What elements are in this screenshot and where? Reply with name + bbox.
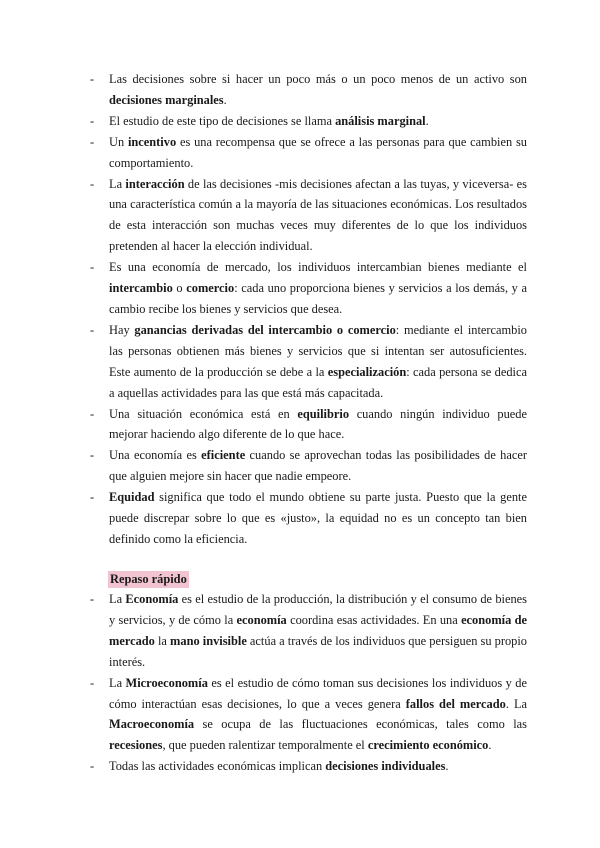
- bullet-dash: -: [90, 322, 95, 337]
- item-text: La: [109, 592, 126, 606]
- item-text: Una economía es: [109, 448, 202, 463]
- item-text: coordina esas actividades. En una: [286, 612, 462, 627]
- list-item: [90, 756, 527, 777]
- bullet-dash: -: [90, 490, 95, 505]
- list-item: [90, 69, 527, 111]
- item-text: .: [488, 738, 492, 753]
- bullet-dash: -: [90, 72, 95, 86]
- item-text: Las decisiones sobre si hacer un poco más o un poco menos de un activo son: [109, 72, 527, 86]
- item-text: es el estudio de la producción, la distribución y el consumo de bienes y servicios, y de cómo la: [109, 592, 527, 627]
- item-text: o: [172, 281, 187, 296]
- bold-term: incentivo: [127, 134, 177, 149]
- item-text: de las decisiones -mis decisiones afectan a las tuyas, y viceversa- es una característica común a la mayoría de las situaciones económicas. Los resultados de esta interacción son muchas veces muy diferentes de lo que los individuos pretenden al hacer la elección individual.: [109, 176, 527, 254]
- item-text: Es una economía de mercado, los individuos intercambian bienes mediante el: [109, 260, 527, 275]
- item-text: : cada persona se dedica a aquellas actividades para las que está más capacitada.: [109, 364, 527, 400]
- bold-term: eficiente: [201, 448, 246, 463]
- bold-term: comercio: [186, 281, 235, 296]
- bold-term: economía: [236, 612, 287, 627]
- item-text: actúa a través de los individuos que persiguen su propio interés.: [109, 633, 527, 669]
- list-item: [90, 589, 527, 673]
- item-text: Todas las actividades económicas implican: [109, 759, 326, 774]
- list-item: [90, 404, 527, 446]
- bold-term: crecimiento económico: [367, 738, 489, 753]
- item-text: cuando se aprovechan todas las posibilidades de hacer que alguien mejore sin hacer que nadie empeore.: [109, 448, 527, 484]
- list-item: [90, 487, 527, 550]
- list-item: [90, 257, 527, 320]
- concepts-list: [90, 69, 527, 550]
- bullet-dash: -: [90, 406, 95, 421]
- item-text: significa que todo el mundo obtiene su parte justa. Puesto que la gente puede discrepar sobre lo que es «justo», la equidad no es un concepto tan bien definido como la eficiencia.: [109, 490, 527, 546]
- item-text: . La: [505, 696, 528, 711]
- bold-term: especialización: [327, 364, 407, 379]
- item-text: .: [425, 113, 429, 128]
- bullet-dash: -: [90, 675, 95, 690]
- item-text: cuando ningún individuo puede mejorar haciendo algo diferente de lo que hace.: [109, 406, 527, 442]
- bold-term: decisiones marginales: [109, 92, 224, 107]
- item-text: se ocupa de las fluctuaciones económicas, tales como las: [194, 717, 527, 732]
- bullet-dash: -: [90, 134, 95, 149]
- bullet-dash: -: [90, 260, 95, 275]
- bullet-dash: -: [90, 176, 95, 191]
- list-item: [90, 445, 527, 487]
- item-text: Hay: [109, 322, 135, 337]
- bullet-dash: -: [90, 448, 95, 463]
- list-item: [90, 320, 527, 404]
- list-item: [90, 111, 527, 132]
- bullet-dash: -: [90, 113, 95, 128]
- item-text: Una situación económica está en: [109, 406, 298, 421]
- bold-term: interacción: [125, 176, 185, 191]
- review-list: [90, 589, 527, 777]
- bold-term: análisis marginal: [335, 113, 426, 128]
- bold-term: Microeconomía: [125, 675, 208, 690]
- bold-term: Macroeconomía: [109, 717, 195, 732]
- bold-term: equilibrio: [297, 406, 350, 421]
- bold-term: intercambio: [109, 281, 173, 296]
- bold-term: ganancias derivadas del intercambio o comercio: [134, 322, 396, 337]
- item-text: La: [109, 176, 126, 191]
- bullet-dash: -: [90, 592, 95, 606]
- item-text: Un: [109, 134, 128, 149]
- bold-term: fallos del mercado: [405, 696, 506, 711]
- bold-term: mano invisible: [170, 633, 247, 648]
- item-text: , que pueden ralentizar temporalmente el: [162, 738, 368, 753]
- item-text: .: [445, 759, 449, 774]
- list-item: [90, 673, 527, 757]
- bold-term: decisiones individuales: [325, 759, 446, 774]
- item-text: es el estudio de cómo toman sus decisiones los individuos y de cómo interactúan esas decisiones, lo que a veces genera: [109, 675, 527, 711]
- section-heading-repaso-rapido: Repaso rápido: [110, 572, 187, 586]
- bullet-dash: -: [90, 759, 95, 774]
- item-text: la: [154, 633, 171, 648]
- list-item: [90, 132, 527, 174]
- item-text: : mediante el intercambio las personas obtienen más bienes y servicios que si intentan ser autosuficientes. Este aumento de la producción se debe a la: [109, 322, 527, 379]
- bold-term: economía de mercado: [109, 612, 527, 648]
- item-text: : cada uno proporciona bienes y servicios a los demás, y a cambio recibe los bienes y servicios que desea.: [109, 281, 528, 316]
- item-text: El estudio de este tipo de decisiones se llama: [109, 113, 336, 128]
- item-text: .: [223, 92, 227, 107]
- bold-term: Economía: [125, 592, 179, 606]
- item-text: es una recompensa que se ofrece a las personas para que cambien su comportamiento.: [109, 134, 527, 170]
- bold-term: recesiones: [109, 738, 163, 753]
- bold-term: Equidad: [109, 490, 155, 505]
- list-item: [90, 174, 527, 258]
- item-text: La: [109, 675, 126, 690]
